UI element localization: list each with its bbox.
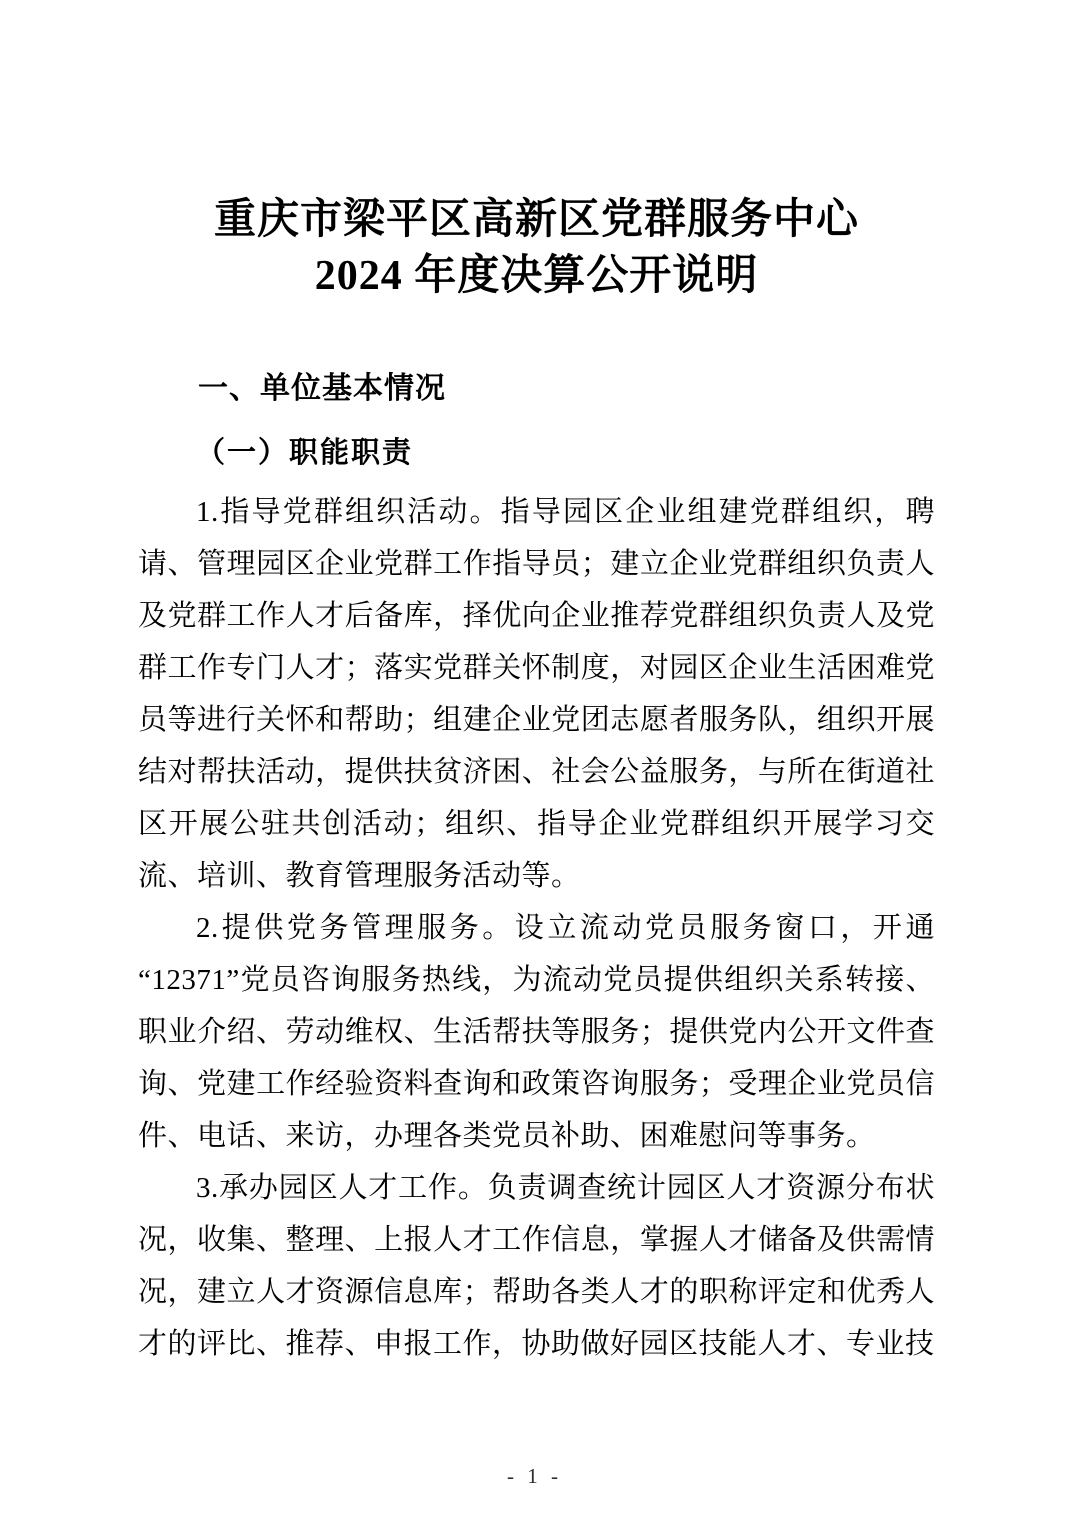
subsection-heading-duties: （一）职能职责 — [196, 437, 414, 469]
document-title-line-2: 2024 年度决算公开说明 — [314, 253, 759, 299]
paragraph-party-affairs-services: 2.提供党务管理服务。设立流动党员服务窗口，开通“12371”党员咨询服务热线，为流动党员提供组织关系转接、职业介绍、劳动维权、生活帮扶等服务；提供党内公开文件查询、党建工作经验资料查询和政策咨询服务；受理企业党员信件、电话、来访，办理各类党员补助、困难慰问等事务。 — [138, 912, 935, 1152]
document-title-line-1: 重庆市梁平区高新区党群服务中心 — [213, 197, 859, 243]
document-title — [138, 192, 935, 304]
section-heading-basic-info: 一、单位基本情况 — [198, 372, 446, 405]
paragraph-guide-party-mass-activities: 1.指导党群组织活动。指导园区企业组建党群组织，聘请、管理园区企业党群工作指导员；建立企业党群组织负责人及党群工作人才后备库，择优向企业推荐党群组织负责人及党群工作专门人才；落实党群关怀制度，对园区企业生活困难党员等进行关怀和帮助；组建企业党团志愿者服务队，组织开展结对帮扶活动，提供扶贫济困、社会公益服务，与所在街道社区开展公驻共创活动；组织、指导企业党群组织开展学习交流、培训、教育管理服务活动等。 — [138, 496, 935, 892]
page-number: - 1 - — [507, 1464, 562, 1488]
paragraph-talent-work: 3.承办园区人才工作。负责调查统计园区人才资源分布状况，收集、整理、上报人才工作信息，掌握人才储备及供需情况，建立人才资源信息库；帮助各类人才的职称评定和优秀人才的评比、推荐、申报工作，协助做好园区技能人才、专业技 — [138, 1172, 935, 1360]
body-text — [138, 486, 935, 1370]
